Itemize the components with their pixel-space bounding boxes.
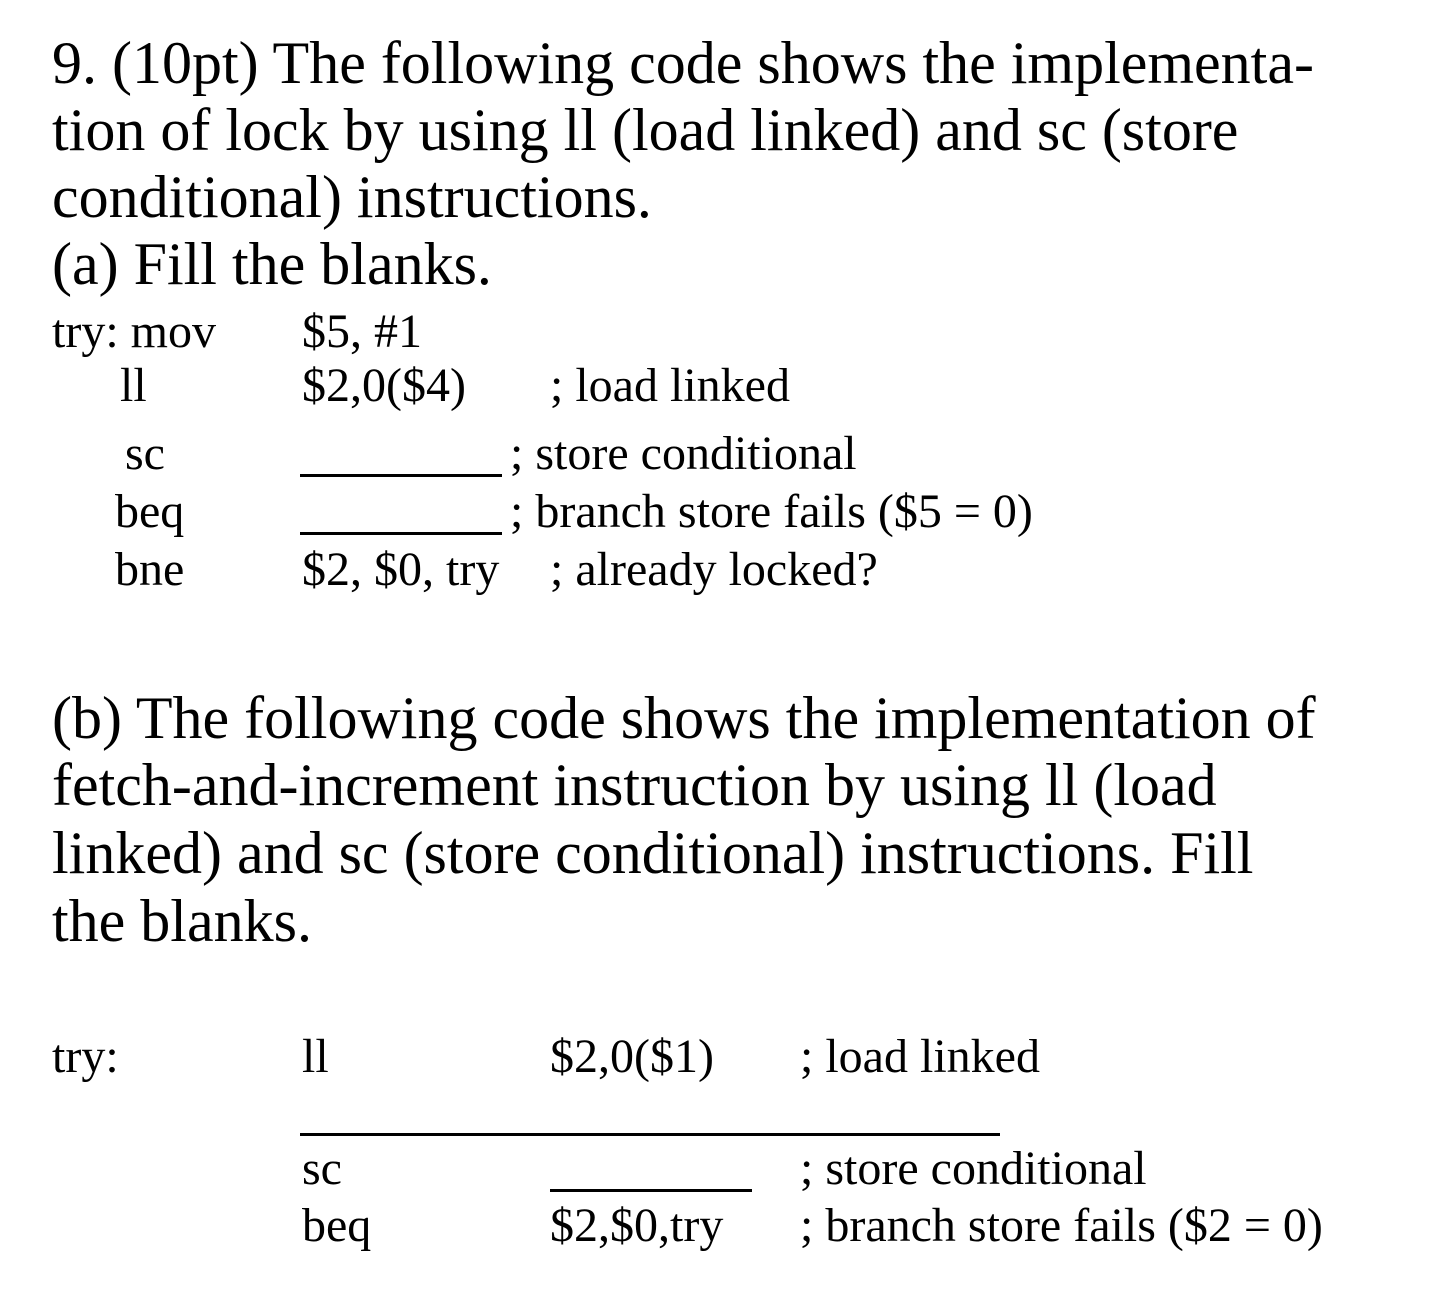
- code-operand: $2,$0,try: [550, 1199, 724, 1252]
- code-label: try:: [52, 1030, 119, 1083]
- fill-blank[interactable]: [300, 474, 502, 477]
- question-header-line: tion of lock by using ll (load linked) and sc (store: [52, 97, 1239, 163]
- code-comment: ; load linked: [800, 1030, 1040, 1083]
- code-comment: ; store conditional: [510, 427, 857, 480]
- fill-blank[interactable]: [300, 532, 502, 535]
- part-b-line: the blanks.: [52, 888, 312, 954]
- code-operand: $5, #1: [302, 305, 422, 358]
- code-operand: $2,0($1): [550, 1030, 714, 1083]
- code-op: beq: [302, 1199, 372, 1252]
- question-header-line: conditional) instructions.: [52, 164, 652, 230]
- code-op: ll: [302, 1030, 329, 1083]
- code-operand: $2,0($4): [302, 359, 466, 412]
- code-comment: ; already locked?: [550, 543, 878, 596]
- part-b-line: (b) The following code shows the implementation of: [52, 685, 1316, 751]
- code-label: sc: [125, 427, 165, 480]
- code-op: sc: [302, 1142, 342, 1195]
- code-label: beq: [115, 485, 185, 538]
- code-comment: ; store conditional: [800, 1142, 1147, 1195]
- question-header-line: 9. (10pt) The following code shows the implementa-: [52, 30, 1314, 96]
- code-label: ll: [120, 359, 147, 412]
- code-label: bne: [115, 543, 185, 596]
- code-label: try: mov: [52, 305, 216, 358]
- part-a-label: (a) Fill the blanks.: [52, 231, 492, 297]
- code-comment: ; branch store fails ($5 = 0): [510, 485, 1033, 538]
- fill-blank[interactable]: [300, 1133, 1000, 1136]
- fill-blank[interactable]: [550, 1189, 752, 1192]
- code-operand: $2, $0, try: [302, 543, 500, 596]
- part-b-line: fetch-and-increment instruction by using ll (load: [52, 752, 1217, 818]
- code-comment: ; load linked: [550, 359, 790, 412]
- code-comment: ; branch store fails ($2 = 0): [800, 1199, 1323, 1252]
- part-b-line: linked) and sc (store conditional) instructions. Fill: [52, 820, 1254, 886]
- question-header: [52, 30, 1390, 298]
